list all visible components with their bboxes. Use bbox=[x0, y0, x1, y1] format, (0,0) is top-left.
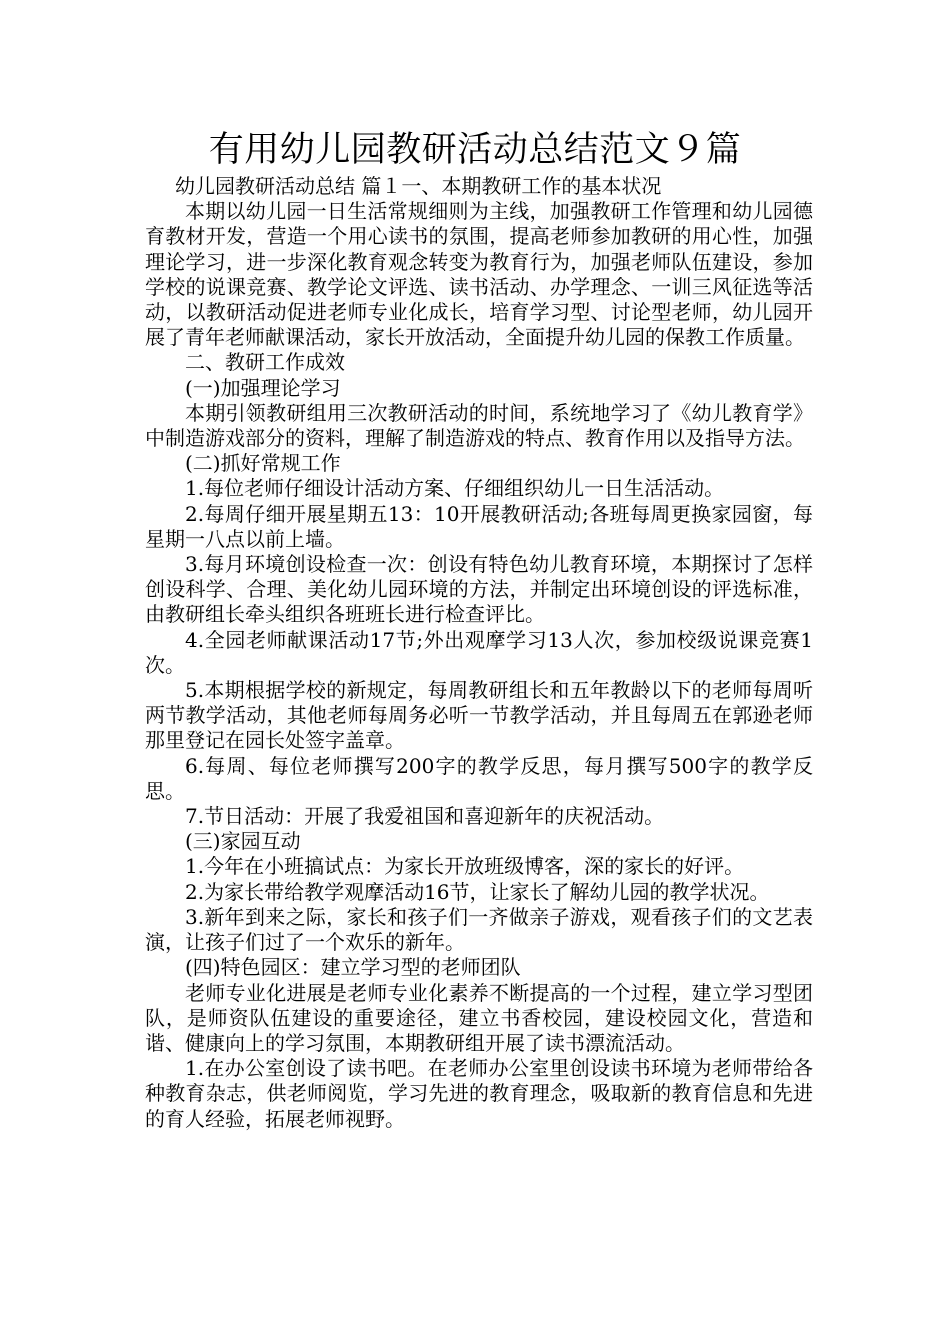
paragraph: 本期以幼儿园一日生活常规细则为主线，加强教研工作管理和幼儿园德育教材开发，营造一个用心读书的氛围，提高老师参加教研的用心性，加强理论学习，进一步深化教育观念转变为教育行为，加强老师队伍建设，参加学校的说课竞赛、教学论文评选、读书活动、办学理念、一训三风征选等活动，以教研活动促进老师专业化成长，培育学习型、讨论型老师，幼儿园开展了青年老师献课活动，家长开放活动，全面提升幼儿园的保教工作质量。 bbox=[145, 199, 813, 350]
list-item: 4.全园老师献课活动17节;外出观摩学习13人次，参加校级说课竞赛1次。 bbox=[145, 627, 813, 677]
subsection-heading: (二)抓好常规工作 bbox=[185, 451, 341, 476]
document-body bbox=[145, 174, 813, 1132]
paragraph: 本期引领教研组用三次教研活动的时间，系统地学习了《幼儿教育学》中制造游戏部分的资料，理解了制造游戏的特点、教育作用以及指导方法。 bbox=[145, 400, 813, 451]
list-item: 7.节日活动：开展了我爱祖国和喜迎新年的庆祝活动。 bbox=[185, 804, 665, 829]
section-heading: 二、教研工作成效 bbox=[185, 350, 345, 375]
subsection-heading: (一)加强理论学习 bbox=[185, 375, 341, 400]
list-item: 1.今年在小班搞试点：为家长开放班级博客，深的家长的好评。 bbox=[185, 854, 745, 879]
list-item: 6.每周、每位老师撰写200字的教学反思，每月撰写500字的教学反思。 bbox=[145, 753, 813, 803]
list-item: 1.每位老师仔细设计活动方案、仔细组织幼儿一日生活活动。 bbox=[185, 476, 725, 501]
subsection-heading: (四)特色园区：建立学习型的老师团队 bbox=[185, 955, 521, 980]
list-item: 2.每周仔细开展星期五13：10开展教研活动;各班每周更换家园窗，每星期一八点以前上墙。 bbox=[145, 501, 813, 551]
list-item: 3.每月环境创设检查一次：创设有特色幼儿教育环境，本期探讨了怎样创设科学、合理、美化幼儿园环境的方法，并制定出环境创设的评选标准，由教研组长牵头组织各班班长进行检查评比。 bbox=[145, 552, 813, 627]
list-item: 2.为家长带给教学观摩活动16节，让家长了解幼儿园的教学状况。 bbox=[185, 879, 770, 904]
paragraph: 老师专业化进展是老师专业化素养不断提高的一个过程，建立学习型团队，是师资队伍建设的重要途径，建立书香校园，建设校园文化，营造和谐、健康向上的学习氛围，本期教研组开展了读书漂流活动。 bbox=[145, 980, 813, 1055]
paragraph-lead: 幼儿园教研活动总结 篇１一、本期教研工作的基本状况 bbox=[175, 174, 662, 198]
document-title: 有用幼儿园教研活动总结范文９篇 bbox=[208, 130, 742, 170]
list-item: 1.在办公室创设了读书吧。在老师办公室里创设读书环境为老师带给各种教育杂志，供老师阅览，学习先进的教育理念，吸取新的教育信息和先进的育人经验，拓展老师视野。 bbox=[145, 1056, 813, 1131]
list-item: 5.本期根据学校的新规定，每周教研组长和五年教龄以下的老师每周听两节教学活动，其他老师每周务必听一节教学活动，并且每周五在郭逊老师那里登记在园长处签字盖章。 bbox=[145, 678, 813, 753]
subsection-heading: (三)家园互动 bbox=[185, 829, 301, 854]
list-item: 3.新年到来之际，家长和孩子们一齐做亲子游戏，观看孩子们的文艺表演，让孩子们过了一个欢乐的新年。 bbox=[145, 904, 813, 955]
